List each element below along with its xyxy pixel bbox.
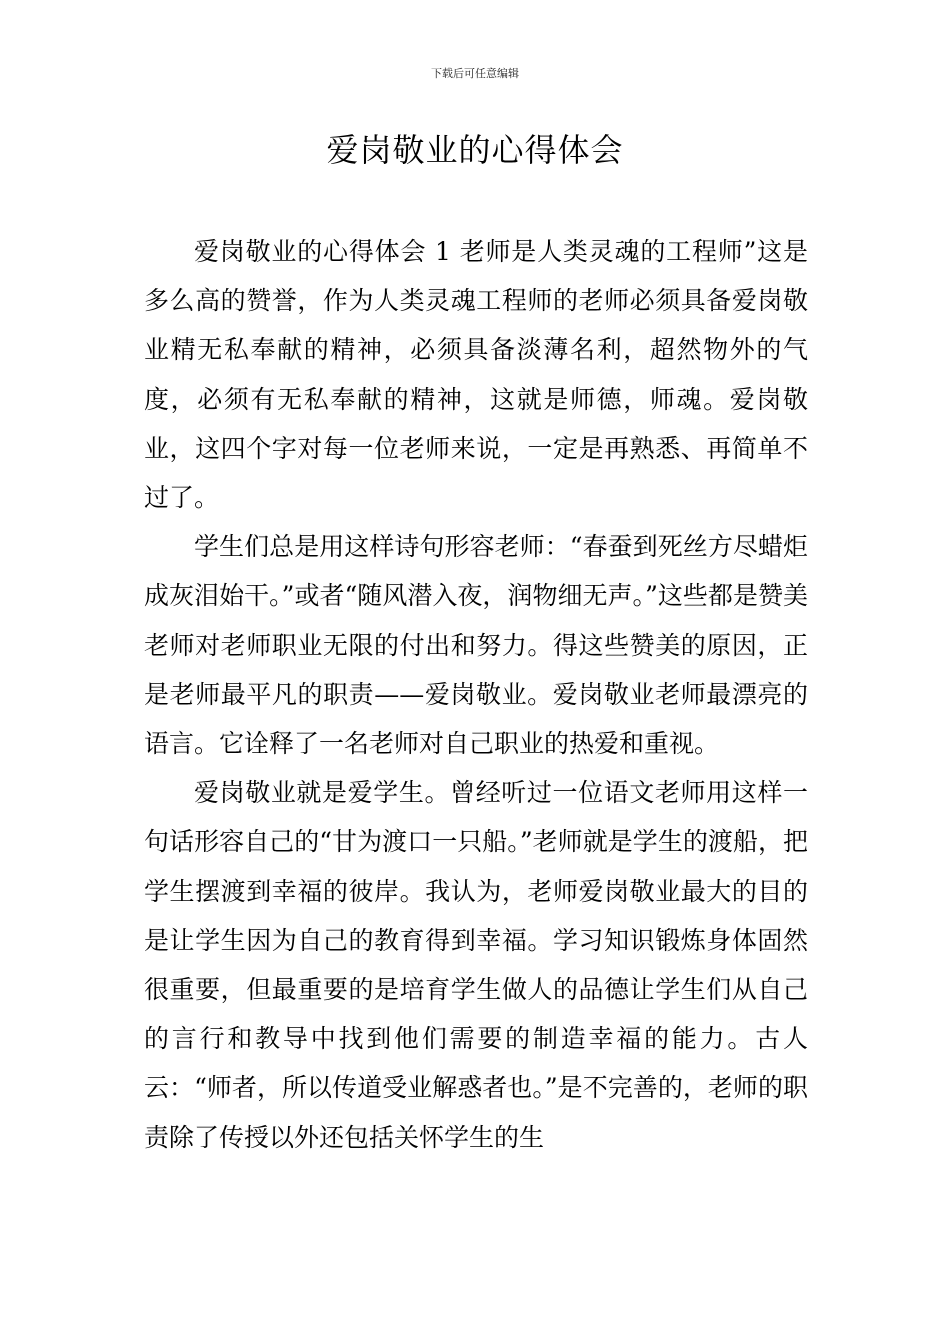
document-body xyxy=(144,227,808,1162)
paragraph-2: 学生们总是用这样诗句形容老师：“春蚕到死丝方尽蜡炬成灰泪始干。”或者“随风潜入夜，润物细无声。”这些都是赞美老师对老师职业无限的付出和努力。得这些赞美的原因，正是老师最平凡的职责——爱岗敬业。爱岗敬业老师最漂亮的语言。它诠释了一名老师对自己职业的热爱和重视。 xyxy=(144,532,808,759)
header-note: 下载后可任意编辑 xyxy=(431,67,519,80)
paragraph-3: 爱岗敬业就是爱学生。曾经听过一位语文老师用这样一句话形容自己的“甘为渡口一只船。”老师就是学生的渡船，把学生摆渡到幸福的彼岸。我认为，老师爱岗敬业最大的目的是让学生因为自己的教育得到幸福。学习知识锻炼身体固然很重要，但最重要的是培育学生做人的品德让学生们从自己的言行和教导中找到他们需要的制造幸福的能力。古人云：“师者，所以传道受业解惑者也。”是不完善的，老师的职责除了传授以外还包括关怀学生的生 xyxy=(144,778,808,1152)
paragraph-1: 爱岗敬业的心得体会 1 老师是人类灵魂的工程师”这是多么高的赞誉，作为人类灵魂工程师的老师必须具备爱岗敬业精无私奉献的精神，必须具备淡薄名利，超然物外的气度，必须有无私奉献的精神，这就是师德，师魂。爱岗敬业，这四个字对每一位老师来说，一定是再熟悉、再简单不过了。 xyxy=(144,237,808,513)
page-title: 爱岗敬业的心得体会 xyxy=(326,131,624,169)
